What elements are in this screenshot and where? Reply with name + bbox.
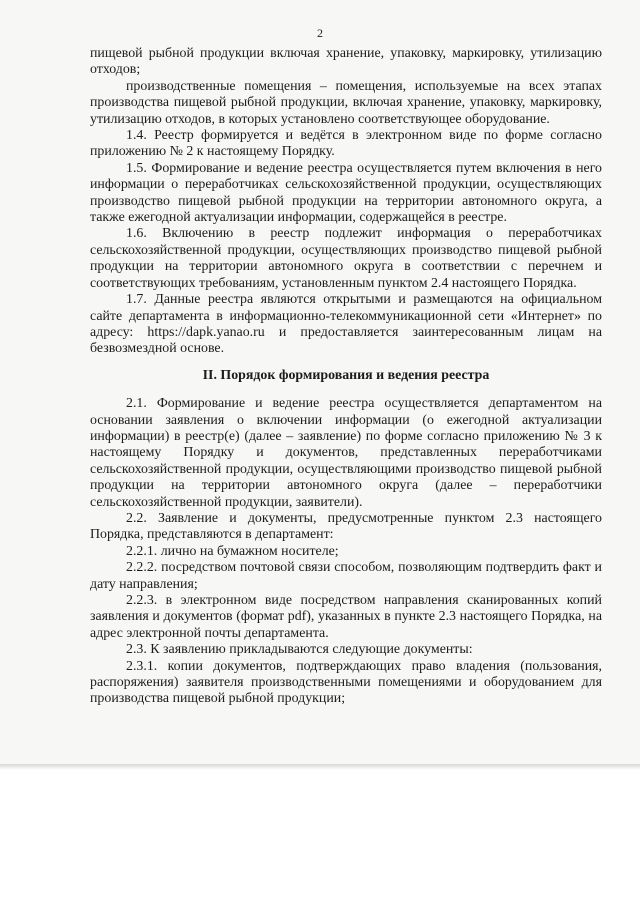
page-number: 2 — [317, 26, 323, 40]
paragraph-1-5: 1.5. Формирование и ведение реестра осуществляется путем включения в него информации о переработчиках сельскохозяйственной продукции, осуществляющих производство пищевой рыбной продукции на территории автономного округа, а также ежегодной актуализации информации, содержащейся в реестре. — [90, 160, 602, 226]
paragraph-2-2-1: 2.2.1. лично на бумажном носителе; — [126, 543, 339, 559]
paragraph-2-3-1: 2.3.1. копии документов, подтверждающих право владения (пользования, распоряжения) заявителя производственными помещениями и оборудованием для производства пищевой рыбной продукции; — [90, 658, 602, 707]
paragraph-2-2: 2.2. Заявление и документы, предусмотренные пунктом 2.3 настоящего Порядка, представляются в департамент: — [90, 510, 602, 543]
paragraph: пищевой рыбной продукции включая хранение, упаковку, маркировку, утилизацию отходов; — [90, 46, 602, 78]
scan-edge — [0, 764, 640, 770]
paragraph-1-7: 1.7. Данные реестра являются открытыми и размещаются на официальном сайте департамента в информационно-телекоммуникационной сети «Интернет» по адресу: https://dapk.yanao.ru и предоставляется заинтересованным лицам на безвозмездной основе. — [90, 292, 602, 357]
paragraph: производственные помещения – помещения, используемые на всех этапах производства пищевой рыбной продукции, включая хранение, упаковку, маркировку, утилизацию отходов, в которых установлено соответствующее оборудование. — [90, 78, 602, 127]
paragraph-2-1: 2.1. Формирование и ведение реестра осуществляется департаментом на основании заявления о включении информации (о ежегодной актуализации информации) в реестр(е) (далее – заявление) по форме согласно приложению № 3 к настоящему Порядку и документов, представленных переработчиками сельскохозяйственной продукции, осуществляющими производство пищевой рыбной продукции на территории автономного округа (далее – переработчики сельскохозяйственной продукции, заявители). — [90, 396, 602, 510]
paragraph-1-4: 1.4. Реестр формируется и ведётся в электронном виде по форме согласно приложению № 2 к настоящему Порядку. — [90, 128, 602, 160]
paragraph-1-6: 1.6. Включению в реестр подлежит информация о переработчиках сельскохозяйственной продукции, осуществляющих производство пищевой рыбной продукции на территории автономного округа в соответствии с перечнем и соответствующих требованиям, установленным пунктом 2.4 настоящего Порядка. — [90, 226, 602, 291]
paragraph-2-2-2: 2.2.2. посредством почтовой связи способом, позволяющим подтвердить факт и дату направления; — [90, 560, 602, 592]
paragraph-2-3: 2.3. К заявлению прикладываются следующие документы: — [126, 642, 473, 658]
section-heading: II. Порядок формирования и ведения реестра — [202, 367, 490, 383]
document-body — [90, 46, 602, 708]
paragraph-2-2-3: 2.2.3. в электронном виде посредством направления сканированных копий заявления и документов (формат pdf), указанных в пункте 2.3 настоящего Порядка, на адрес электронной почты департамента. — [90, 593, 602, 641]
